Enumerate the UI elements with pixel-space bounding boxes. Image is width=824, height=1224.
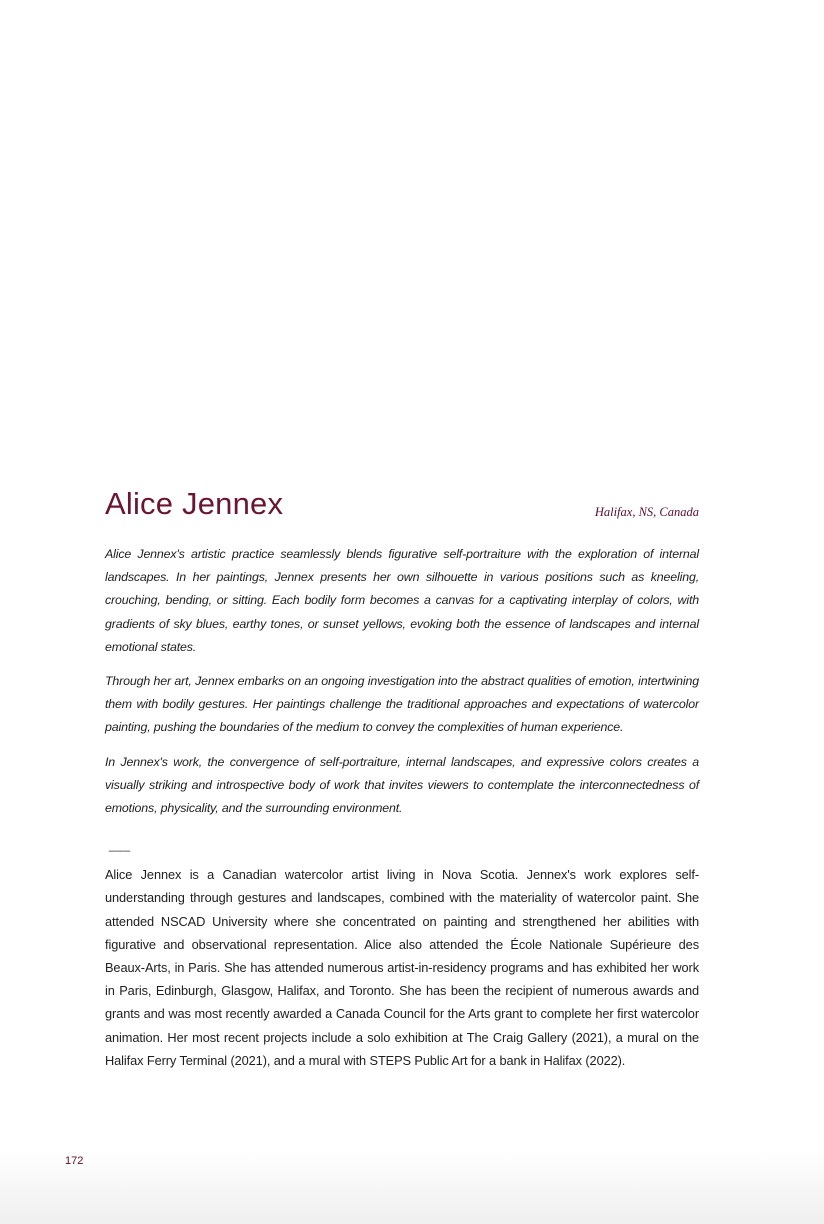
- statement-paragraph: Alice Jennex's artistic practice seamlessly blends figurative self-portraiture with the exploration of internal landscapes. In her paintings, Jennex presents her own silhouette in various positions such as kneeling, crouching, bending, or sitting. Each bodily form becomes a canvas for a captivating interplay of colors, with gradients of sky blues, earthy tones, or sunset yellows, evoking both the essence of landscapes and internal emotional states.: [105, 547, 699, 654]
- artist-statement: [105, 543, 699, 820]
- artist-location: Halifax, NS, Canada: [594, 505, 699, 519]
- page-number: 172: [65, 1155, 84, 1167]
- section-divider: ___: [109, 838, 131, 853]
- artist-biography: Alice Jennex is a Canadian watercolor artist living in Nova Scotia. Jennex's work explores self-understanding through gestures and landscapes, combined with the materiality of watercolor paint. She attended NSCAD University where she concentrated on painting and strengthened her abilities with figurative and observational representation. Alice also attended the École Nationale Supérieure des Beaux-Arts, in Paris. She has attended numerous artist-in-residency programs and has exhibited her work in Paris, Edinburgh, Glasgow, Halifax, and Toronto. She has been the recipient of numerous awards and grants and was most recently awarded a Canada Council for the Arts grant to complete her first watercolor animation. Her most recent projects include a solo exhibition at The Craig Gallery (2021), a mural on the Halifax Ferry Terminal (2021), and a mural with STEPS Public Art for a bank in Halifax (2022).: [105, 867, 699, 1068]
- artist-entry: [105, 484, 699, 1072]
- statement-paragraph: In Jennex's work, the convergence of self-portraiture, internal landscapes, and expressive colors creates a visually striking and introspective body of work that invites viewers to contemplate the interconnectedness of emotions, physicality, and the surrounding environment.: [105, 754, 699, 816]
- statement-paragraph: Through her art, Jennex embarks on an ongoing investigation into the abstract qualities of emotion, intertwining them with bodily gestures. Her paintings challenge the traditional approaches and expectations of watercolor painting, pushing the boundaries of the medium to convey the complexities of human experience.: [105, 674, 699, 735]
- artist-name: Alice Jennex: [105, 486, 284, 521]
- artist-header: [105, 484, 699, 528]
